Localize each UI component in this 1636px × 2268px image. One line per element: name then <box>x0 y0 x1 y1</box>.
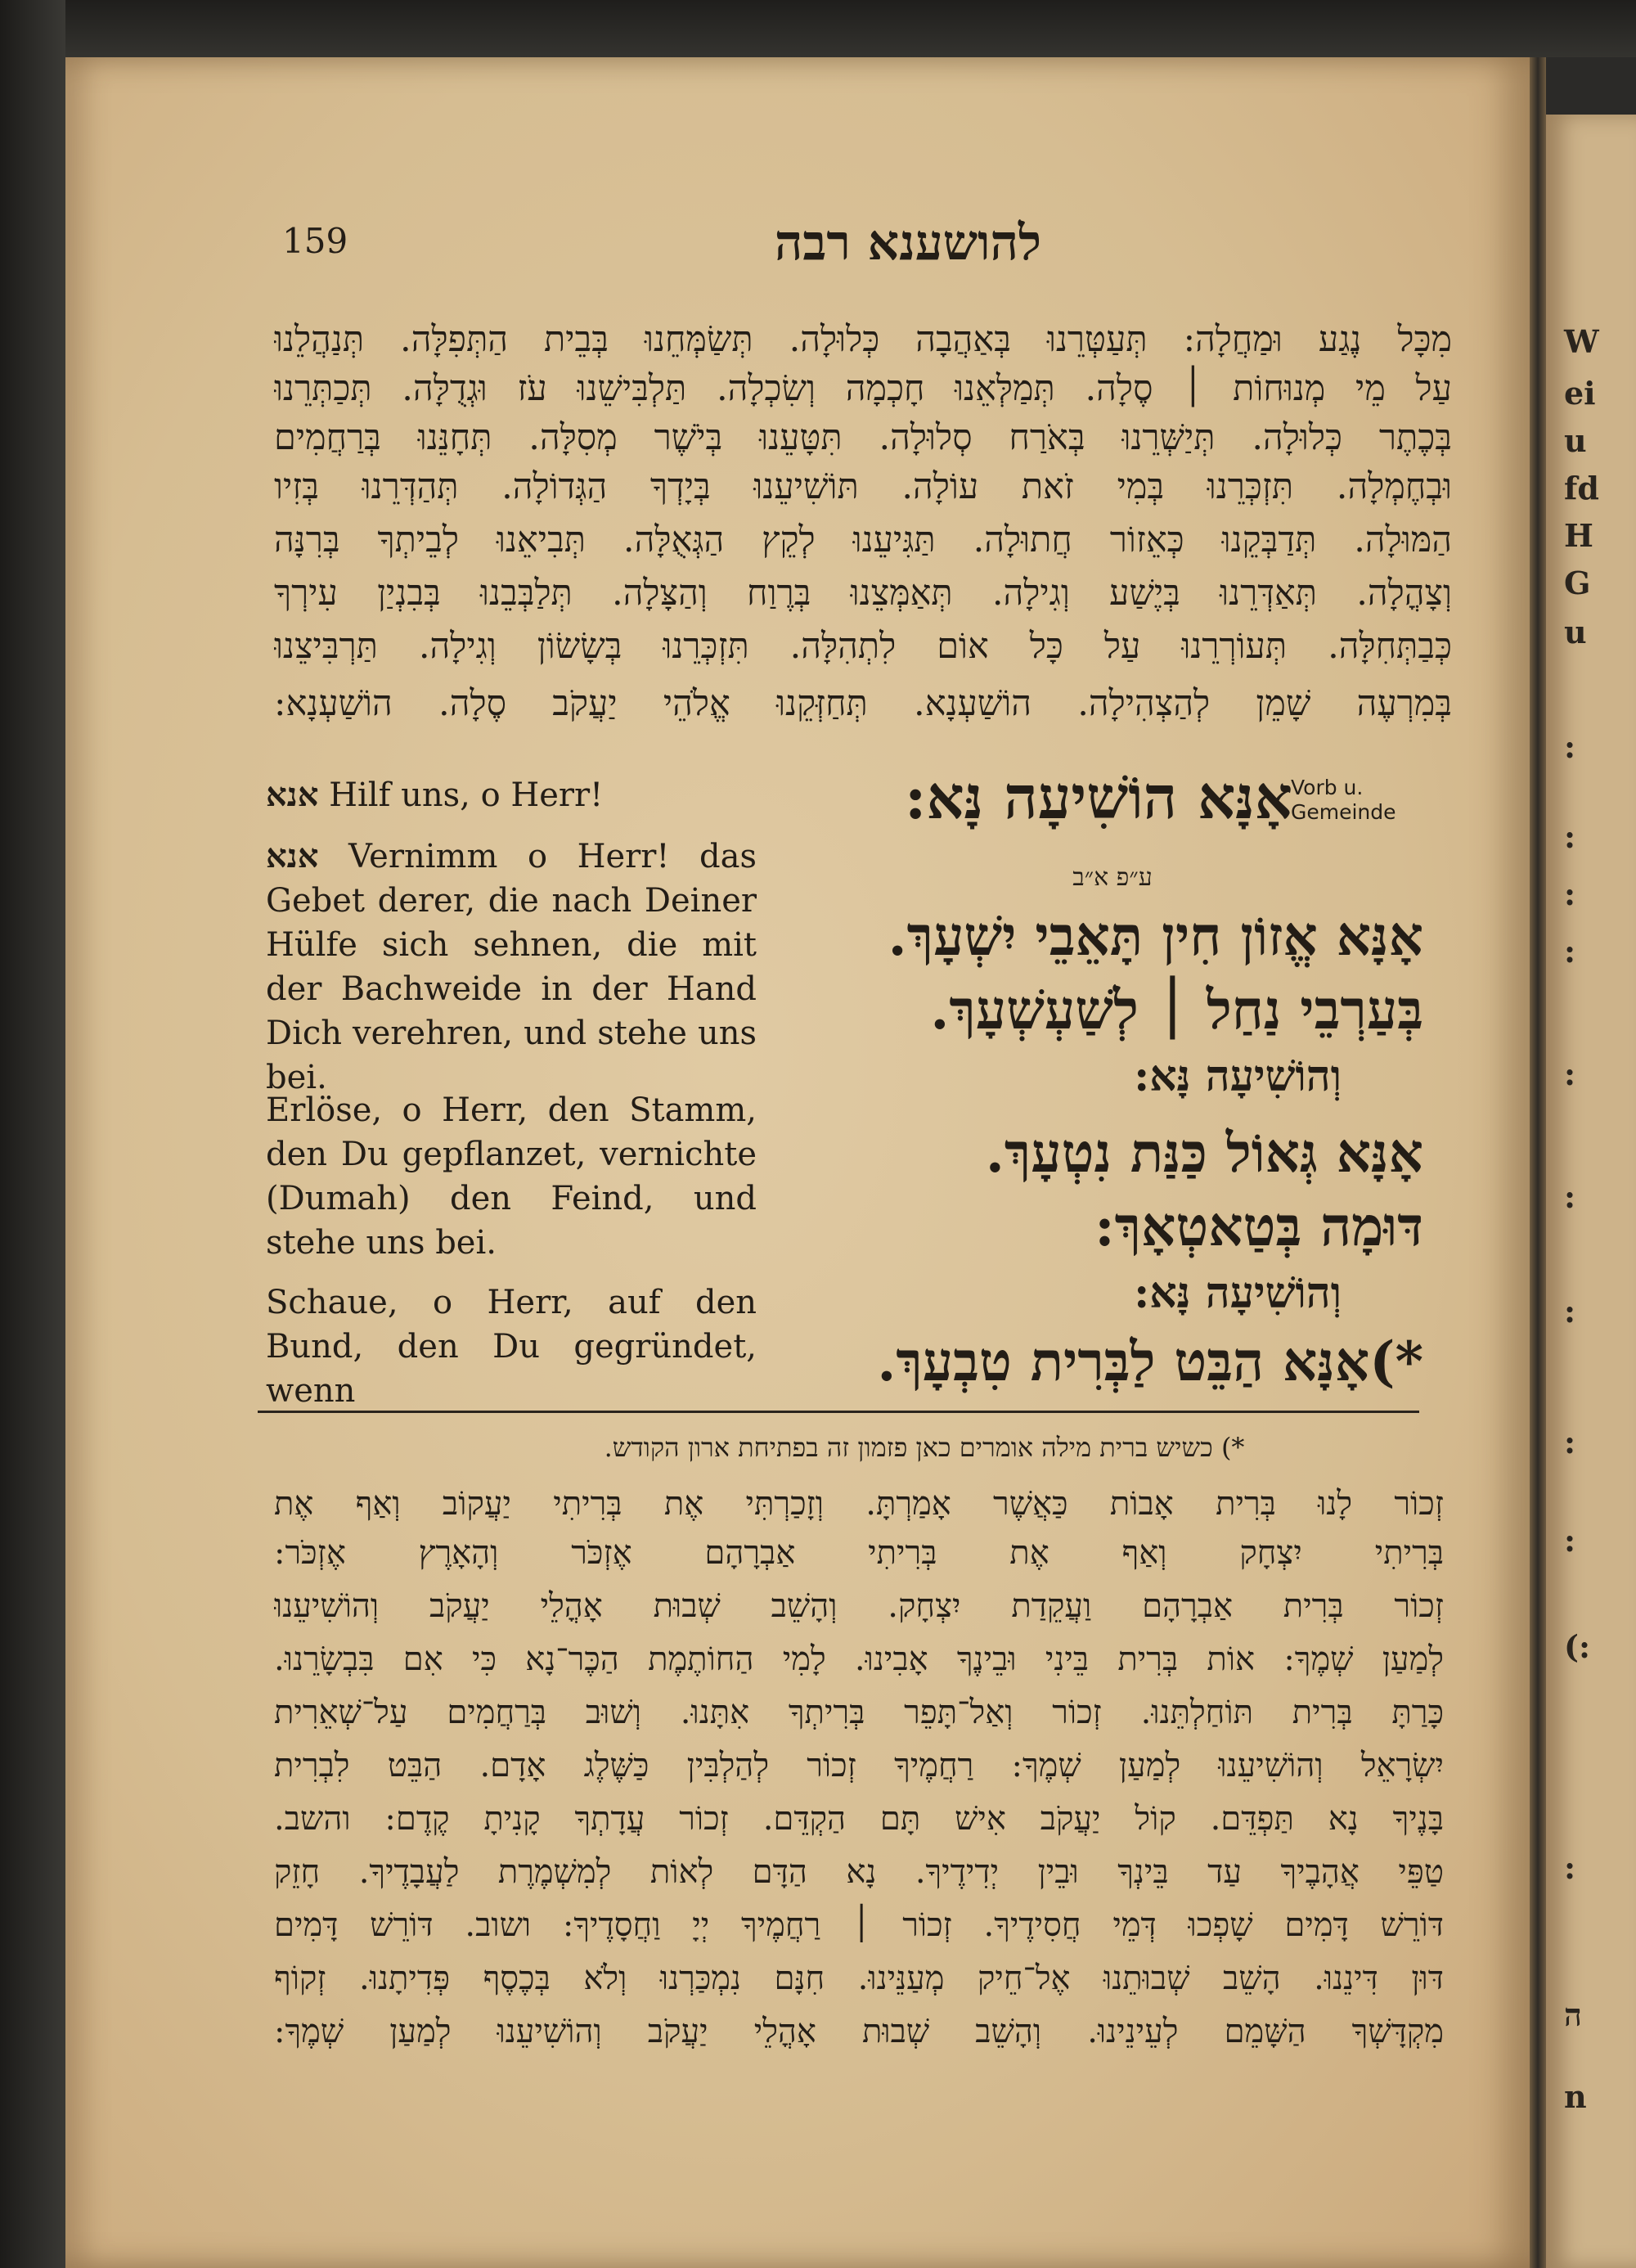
footnote-line: זְכוֹר בְּרִית אַבְרָהָם וַעֲקֵדַת יִצְחָק. וְהָשֵׁב שְׁבוּת אָהֳלֵי יַעֲקֹב וְהוֹשִׁיעֵנוּ <box>274 1587 1444 1625</box>
next-page-edge <box>1546 115 1636 2268</box>
edge-glyph: : <box>1564 728 1576 765</box>
translation-hebrew-word: אנא <box>266 776 319 814</box>
piyut-line: דּוּמָה בְּטַאטְאָךְ: <box>1094 1195 1423 1258</box>
translation-paragraph: Schaue, o Herr, auf den Bund, den Du gegründet, wenn <box>266 1284 757 1410</box>
body-line: וְצָהֳלָה. תְּאַדְּרֵנוּ בְּיֶשַׁע וְגִילָה. תְּאַמְּצֵנוּ בְּרֶוַח וְהַצָּלָה. תְּלַבְּבֵנוּ בְּבִנְיַן עִירְךָ <box>274 573 1452 614</box>
book-cover-left <box>0 0 65 2268</box>
edge-glyph: W <box>1564 323 1599 360</box>
hoshana-heading: אָנָּא הוֹשִׁיעָה נָּא: <box>904 763 1292 832</box>
refrain-line: וְהוֹשִׁיעָה נָּא: <box>1134 1051 1342 1101</box>
body-line: בְּכֶתֶר כְּלוּלָה. תְּיַשְּׁרֵנוּ בְּאֹרַח סְלוּלָה. תִּטָּעֵנוּ בְּיֹשֶׁר מְסִלָּה. תְּחָנֵּנוּ בְּרַחֲמִים <box>274 417 1452 458</box>
translation-paragraph: Erlöse, o Herr, den Stamm, den Du gepflanzet, vernichte (Dumah) den Feind, und stehe uns bei. <box>266 1091 757 1262</box>
translation-paragraph <box>266 773 757 817</box>
edge-glyph: u <box>1564 422 1587 459</box>
footnote-line: דּוּן דִּינֵנוּ. הָשֵׁב שְׁבוּתֵנוּ אֶל־חֵיק מְעַנֵּינוּ. חִנָּם נִמְכַּרְנוּ וְלֹא בְּכֶסֶף פְּדִיתָנוּ. זְקוֹף <box>274 1960 1444 1997</box>
edge-glyph: : <box>1564 1055 1576 1092</box>
edge-glyph: : <box>1564 875 1576 912</box>
edge-glyph: : <box>1564 1424 1576 1460</box>
footnote-line: מִקְדָּשְׁךָ הַשָּׁמֵם לְעֵינֵינוּ. וְהָשֵׁב שְׁבוּת אָהֳלֵי יַעֲקֹב וְהוֹשִׁיעֵנוּ לְמַעַן שְׁמֶךָ: <box>274 2013 1444 2050</box>
translation-paragraph <box>266 835 757 1100</box>
page-number: 159 <box>282 221 348 261</box>
running-head: להושענא רבה <box>774 214 1042 272</box>
edge-glyph: : <box>1564 1849 1576 1886</box>
edge-glyph: (: <box>1564 1628 1591 1665</box>
edge-glyph: u <box>1564 614 1587 650</box>
piyut-line: בְּעַרְבֵי נַחַל ׀ לְשַׁעְשְׁעָךְ. <box>930 978 1423 1042</box>
footnote-line: טַפֵּי אֲהָבֶיךָ עַד בֵּינְךָ וּבֵין יְדִידֶיךָ. נָא הַדָּם לְאוֹת לְמִשְׁמֶרֶת לַעֲבָדֶיךָ. חָזֵק <box>274 1853 1444 1891</box>
book-cover-top <box>0 0 1636 57</box>
piyut-line: אָנָּא אֱזוֹן חִין תָּאֵבֵי יִשְׁעָךְ. <box>888 904 1423 968</box>
footnote-line: בְּרִיתִי יִצְחָק וְאַף אֶת בְּרִיתִי אַבְרָהָם אֶזְכֹּר וְהָאָרֶץ אֶזְכֹּר: <box>274 1534 1444 1572</box>
leader-label-line: Gemeinde <box>1291 800 1396 824</box>
edge-glyph: : <box>1564 1178 1576 1215</box>
footnote-line: יִשְׂרָאֵל וְהוֹשִׁיעֵנוּ לְמַעַן שְׁמֶךָ: רַחֲמֶיךָ זְכוֹר לְהַלְבִּין כַּשֶּׁלֶג אָדָם. הַבֵּט לִבְרִית <box>274 1747 1444 1784</box>
footnote-line: לְמַעַן שְׁמֶךָ: אוֹת בְּרִית בֵּינִי וּבֵינֶךָ אָבִינוּ. לָמִי הַחוֹתֶמֶת הַכֶּר־נָא כִּי אִם בִּבְשָׂרֵנוּ. <box>274 1640 1444 1678</box>
leader-label <box>1291 776 1405 825</box>
edge-glyph: ei <box>1564 375 1596 412</box>
book-gutter <box>1530 57 1546 2268</box>
edge-glyph: : <box>1564 933 1576 970</box>
piyut-line: אָנָּא גְּאוֹל כַּנַּת נִטְעָךְ. <box>985 1121 1423 1185</box>
body-line: מִכָּל נֶגַע וּמַחֲלָה: תְּעַטְּרֵנוּ בְּאַהֲבָה כְּלוּלָה. תְּשַׂמְּחֵנוּ בְּבֵית הַתְּפִלָּה. תְּנַהֲלֵנוּ <box>274 319 1452 360</box>
alphabet-note: ע״פ א״ב <box>1072 863 1153 892</box>
edge-glyph: G <box>1564 565 1591 601</box>
translation-hebrew-word: אנא <box>266 837 319 875</box>
piyut-line: *)אָנָּא הַבֵּט לַבְּרִית טִבְעָךְ. <box>877 1330 1423 1393</box>
footnote-line: בָּנֶיךָ נָא תַּפְדֵּם. קוֹל יַעֲקֹב אִישׁ תָּם הַקְדֵּם. זְכוֹר עֲדָתְךָ קָנִיתָ קֶדֶם: והשב. <box>274 1800 1444 1838</box>
footnote-line: כָּרַתָּ בְּרִית תּוֹחַלְתֵּנוּ. זְכוֹר וְאַל־תָּפֵר בְּרִיתְךָ אִתָּנוּ. וְשׁוּב בְּרַחֲמִים עַל־שְׁאֵרִית <box>274 1694 1444 1731</box>
footnote-rule <box>258 1411 1419 1413</box>
translation-text: Hilf uns, o Herr! <box>329 776 604 814</box>
body-line: עַל מֵי מְנוּחוֹת ׀ סֶלָה. תְּמַלְּאֵנוּ חָכְמָה וְשִׂכְלָה. תַּלְבִּישֵׁנוּ עֹז וּגְדֻלָּה. תְּכַתְּרֵנוּ <box>274 368 1452 409</box>
body-line: הַמּוּלָה. תְּדַבְּקֵנוּ כְּאֵזוֹר חֲתוּלָה. תַּגִּיעֵנוּ לְקֵץ הַגְּאֻלָּה. תְּבִיאֵנוּ לְבֵיתְךָ בְּרִנָּה <box>274 520 1452 560</box>
footnote-heading: *) כשיש ברית מילה אומרים כאן פזמון זה בפתיחת ארון הקודש. <box>604 1432 1245 1463</box>
refrain-line: וְהוֹשִׁיעָה נָּא: <box>1134 1268 1342 1318</box>
translation-text: Vernimm o Herr! das Gebet derer, die nach Deiner Hülfe sich sehnen, die mit der Bachweide in der Hand Dich verehren, und stehe uns bei. <box>266 838 757 1096</box>
edge-glyph: : <box>1564 1293 1576 1330</box>
body-line: בְּמִרְעֶה שָׁמֵן לְהַצְהִילָה. הוֹשַׁעְנָא. תְּחַזְּקֵנוּ אֱלֹהֵי יַעֲקֹב סֶלָה. הוֹשַׁעְנָא: <box>274 683 1452 724</box>
footnote-line: דּוֹרֵשׁ דָּמִים שָׁפְכוּ דְּמֵי חֲסִידֶיךָ. זְכוֹר ׀ רַחֲמֶיךָ יְיָ וַחֲסָדֶיךָ: ושוב. דּוֹרֵשׁ דָּמִים <box>274 1906 1444 1944</box>
edge-glyph: : <box>1564 1522 1576 1559</box>
body-line: וּבְחֶמְלָה. תִּזְכְּרֵנוּ בְּמִי זֹאת עוֹלָה. תּוֹשִׁיעֵנוּ בְּיָדְךָ הַגְּדוֹלָה. תְּהַדְּרֵנוּ בְּזִיו <box>274 466 1452 507</box>
edge-glyph: n <box>1564 2078 1587 2115</box>
leader-label-line: Vorb u. <box>1291 776 1364 799</box>
footnote-line: זְכוֹר לָנוּ בְּרִית אָבוֹת כַּאֲשֶׁר אָמַרְתָּ. וְזָכַרְתִּי אֶת בְּרִיתִי יַעֲקוֹב וְאַף אֶת <box>274 1485 1444 1523</box>
edge-glyph: H <box>1564 517 1593 554</box>
edge-glyph: fd <box>1564 470 1599 506</box>
edge-glyph: : <box>1564 818 1576 855</box>
edge-glyph: ה <box>1564 1996 1582 2033</box>
body-line: כְּבַתְּחִלָּה. תְּעוֹרְרֵנוּ עַל כָּל אוֹם לִתְהִלָּה. תִּזְכְּרֵנוּ בְּשָׂשׂוֹן וְגִילָה. תַּרְבִּיצֵנוּ <box>274 626 1452 667</box>
